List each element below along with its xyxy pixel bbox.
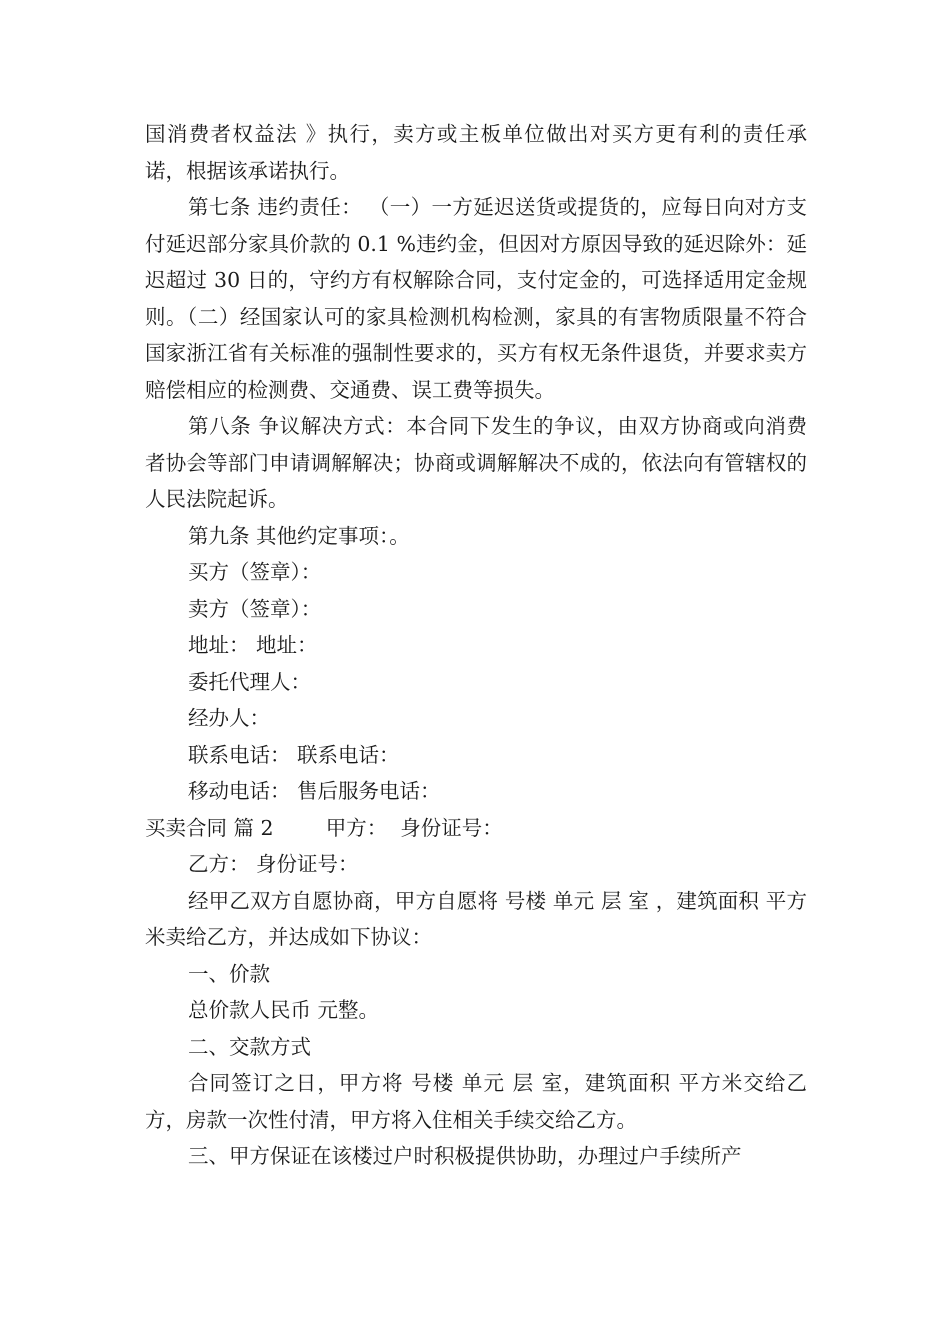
signature-buyer: 买方（签章）： — [188, 560, 322, 584]
document-page — [145, 116, 807, 1175]
party-b-line: 乙方： 身份证号： — [188, 852, 359, 876]
paragraph-article-9: 第九条 其他约定事项：。 — [188, 523, 410, 548]
agent-line: 委托代理人： — [188, 669, 311, 694]
paragraph-payment: 合同签订之日，甲方将 号楼 单元 层 室，建筑面积 平方米交给乙方，房款一次性付清，甲方将入住相关手续交给乙方。 — [145, 1071, 807, 1132]
mobile-line: 移动电话： 售后服务电话： — [188, 779, 441, 803]
section-heading-contract-2: 买卖合同 篇 2 甲方： 身份证号： — [145, 815, 503, 840]
signature-seller: 卖方（签章）： — [188, 596, 322, 621]
phone-line: 联系电话： 联系电话： — [188, 742, 400, 767]
heading-price: 一、价款 — [188, 961, 270, 986]
paragraph-article-8: 第八条 争议解决方式：本合同下发生的争议，由双方协商或向消费者协会等部门申请调解解决；协商或调解解决不成的，依法向有管辖权的 人民法院起诉。 — [145, 414, 807, 511]
paragraph-article-3: 三、甲方保证在该楼过户时积极提供协助，办理过户手续所产 — [188, 1144, 742, 1168]
address-line: 地址： 地址： — [188, 633, 318, 657]
paragraph-continuation: 国消费者权益法 》执行，卖方或主板单位做出对买方更有利的责任承诺，根据该承诺执行。 — [145, 122, 807, 183]
total-price-line: 总价款人民币 元整。 — [188, 998, 380, 1022]
paragraph-agreement: 经甲乙双方自愿协商，甲方自愿将 号楼 单元 层 室 ，建筑面积 平方米卖给乙方，并达成如下协议： — [145, 888, 807, 949]
paragraph-article-7: 第七条 违约责任： （一）一方延迟送货或提货的，应每日向对方支付延迟部分家具价款的 0.1 %违约金，但因对方原因导致的延迟除外：延迟超过 30 日的，守约方有权解除合同，支付定金的，可选择适用定金规则。（二）经国家认可的家具检测机构检测，家具的有害物质限量不符合国家浙江省有关标准的强制性要求的，买方有权无条件退货，并要求卖方赔偿相应的检测费、交通费、误工费等损失。 — [145, 195, 807, 402]
heading-payment-method: 二、交款方式 — [188, 1034, 311, 1059]
handler-line: 经办人： — [188, 706, 270, 730]
